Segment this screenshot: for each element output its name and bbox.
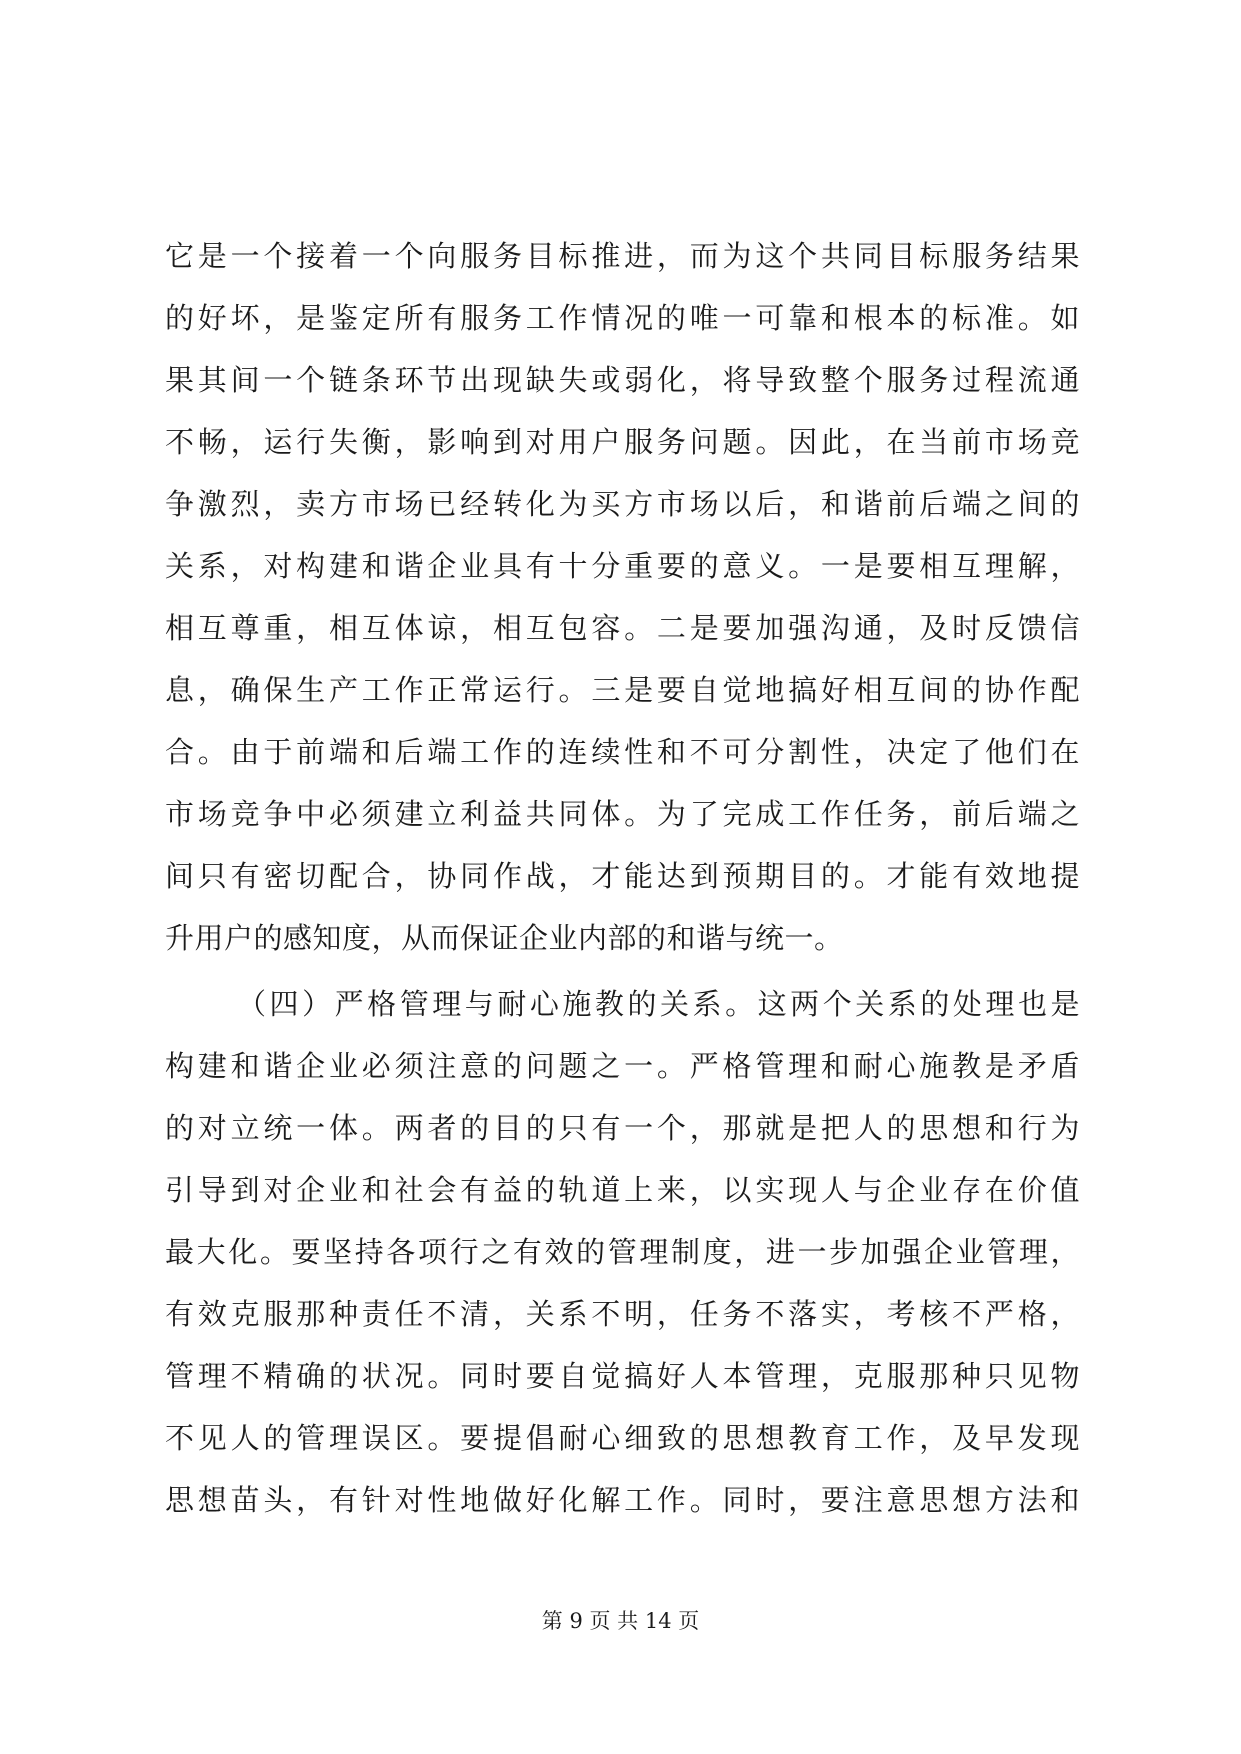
text-line: 间只有密切配合，协同作战，才能达到预期目的。才能有效地提 [165,859,1080,893]
document-body [165,225,1080,1531]
text-line: 引导到对企业和社会有益的轨道上来，以实现人与企业存在价值 [165,1173,1080,1207]
text-line: （四）严格管理与耐心施教的关系。这两个关系的处理也是 [237,987,1080,1021]
text-line: 息，确保生产工作正常运行。三是要自觉地搞好相互间的协作配 [165,673,1080,707]
text-line: 的对立统一体。两者的目的只有一个，那就是把人的思想和行为 [165,1111,1080,1145]
text-line: 不畅，运行失衡，影响到对用户服务问题。因此，在当前市场竞 [165,425,1080,459]
text-line: 管理不精确的状况。同时要自觉搞好人本管理，克服那种只见物 [165,1359,1080,1393]
paragraph-1 [165,225,1080,969]
page-number-footer: 第 9 页 共 14 页 [541,1609,700,1633]
text-line: 果其间一个链条环节出现缺失或弱化，将导致整个服务过程流通 [165,363,1080,397]
text-line: 它是一个接着一个向服务目标推进，而为这个共同目标服务结果 [165,239,1080,273]
text-line: 市场竞争中必须建立利益共同体。为了完成工作任务，前后端之 [165,797,1080,831]
text-line: 不见人的管理误区。要提倡耐心细致的思想教育工作，及早发现 [165,1421,1080,1455]
text-line: 合。由于前端和后端工作的连续性和不可分割性，决定了他们在 [165,735,1080,769]
text-line: 的好坏，是鉴定所有服务工作情况的唯一可靠和根本的标准。如 [165,301,1080,335]
text-line: 最大化。要坚持各项行之有效的管理制度，进一步加强企业管理， [165,1235,1080,1269]
text-line: 构建和谐企业必须注意的问题之一。严格管理和耐心施教是矛盾 [165,1049,1080,1083]
text-line: 相互尊重，相互体谅，相互包容。二是要加强沟通，及时反馈信 [165,611,1080,645]
text-line: 思想苗头，有针对性地做好化解工作。同时，要注意思想方法和 [165,1483,1080,1517]
text-line: 争激烈，卖方市场已经转化为买方市场以后，和谐前后端之间的 [165,487,1080,521]
paragraph-2 [165,973,1080,1531]
text-line: 升用户的感知度，从而保证企业内部的和谐与统一。 [165,921,844,955]
text-line: 有效克服那种责任不清，关系不明，任务不落实，考核不严格， [165,1297,1080,1331]
text-line: 关系，对构建和谐企业具有十分重要的意义。一是要相互理解， [165,549,1080,583]
